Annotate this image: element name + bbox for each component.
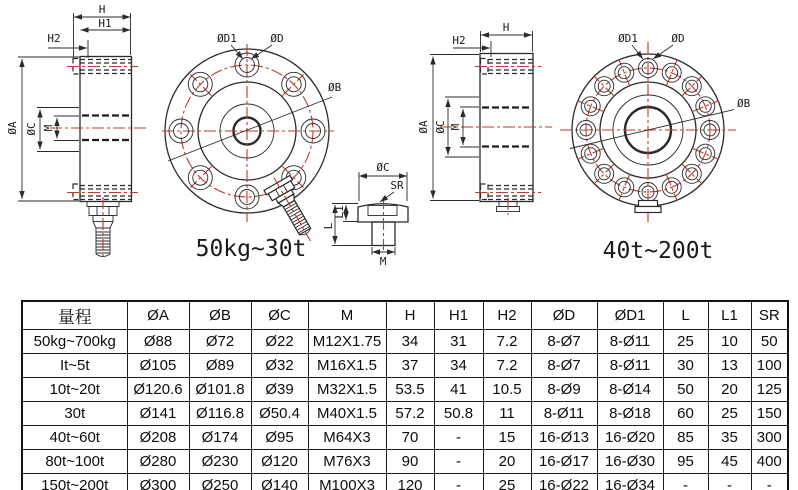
table-cell: 13	[708, 354, 751, 378]
table-cell: -	[434, 474, 483, 490]
table-cell: -	[751, 474, 788, 490]
dim-label-ob: ØB	[737, 97, 751, 110]
load-button-view	[322, 161, 408, 268]
table-cell: 30	[663, 354, 708, 378]
table-cell: 150t~200t	[22, 474, 127, 490]
table-cell: 120	[386, 474, 434, 490]
table-cell: 85	[663, 426, 708, 450]
table-row	[22, 378, 788, 402]
dim-label-od: ØD	[671, 32, 685, 45]
side-view-large	[417, 21, 552, 215]
table-cell: 50kg~700kg	[22, 330, 127, 354]
table-cell: 95	[663, 450, 708, 474]
table-cell: M40X1.5	[308, 402, 386, 426]
column-header-h2: H2	[483, 301, 531, 330]
table-cell: 31	[434, 330, 483, 354]
column-header-h1: H1	[434, 301, 483, 330]
dim-label-od1: ØD1	[217, 32, 237, 45]
table-cell: Ø230	[189, 450, 251, 474]
table-row	[22, 402, 788, 426]
side-view-small	[6, 3, 148, 260]
table-cell: M64X3	[308, 426, 386, 450]
table-cell: -	[434, 450, 483, 474]
table-cell: Ø72	[189, 330, 251, 354]
table-cell: 35	[708, 426, 751, 450]
table-cell: 100	[751, 354, 788, 378]
table-cell: 8-Ø14	[597, 378, 663, 402]
table-cell: 37	[386, 354, 434, 378]
column-header-ob: ØB	[189, 301, 251, 330]
table-cell: -	[663, 474, 708, 490]
threaded-stud	[87, 197, 119, 260]
table-cell: 57.2	[386, 402, 434, 426]
column-header-oa: ØA	[127, 301, 189, 330]
table-cell: M32X1.5	[308, 378, 386, 402]
front-view-small	[162, 32, 342, 262]
table-cell: 50	[751, 330, 788, 354]
dim-label-m: M	[449, 123, 462, 131]
table-cell: 40t~60t	[22, 426, 127, 450]
table-cell: 25	[483, 474, 531, 490]
column-header-l1: L1	[708, 301, 751, 330]
table-cell: 8-Ø9	[531, 378, 597, 402]
dimensions-table	[21, 300, 789, 490]
dim-label-h: H	[502, 21, 510, 34]
table-cell: 34	[434, 354, 483, 378]
table-cell: Ø89	[189, 354, 251, 378]
table-cell: 8-Ø18	[597, 402, 663, 426]
table-cell: 20	[483, 450, 531, 474]
dim-label-od: ØD	[270, 32, 284, 45]
table-cell: 7.2	[483, 354, 531, 378]
dim-label-oc: ØC	[376, 161, 390, 174]
table-cell: 15	[483, 426, 531, 450]
table-cell: 80t~100t	[22, 450, 127, 474]
table-cell: 41	[434, 378, 483, 402]
dim-label-od1: ØD1	[618, 32, 638, 45]
table-cell: Ø95	[251, 426, 308, 450]
dim-label-m: M	[42, 124, 55, 132]
column-header-oc: ØC	[251, 301, 308, 330]
table-cell: 30t	[22, 402, 127, 426]
table-cell: -	[708, 474, 751, 490]
dim-label-h2: H2	[452, 34, 466, 47]
table-cell: 150	[751, 402, 788, 426]
table-cell: 90	[386, 450, 434, 474]
table-cell: M12X1.75	[308, 330, 386, 354]
table-cell: M76X3	[308, 450, 386, 474]
table-cell: 50.8	[434, 402, 483, 426]
dim-label-h2: H2	[47, 32, 61, 45]
table-cell: 8-Ø7	[531, 330, 597, 354]
table-body	[22, 330, 788, 490]
table-cell: 300	[751, 426, 788, 450]
table-cell: M100X3	[308, 474, 386, 490]
table-row	[22, 426, 788, 450]
column-header-h: H	[386, 301, 434, 330]
table-cell: 45	[708, 450, 751, 474]
front-view-large	[560, 32, 751, 264]
table-cell: Ø105	[127, 354, 189, 378]
table-cell: 10t~20t	[22, 378, 127, 402]
dim-label-h: H	[98, 3, 106, 16]
table-row	[22, 450, 788, 474]
table-row	[22, 474, 788, 490]
table-cell: 16-Ø34	[597, 474, 663, 490]
table-cell: Ø88	[127, 330, 189, 354]
table-cell: Ø116.8	[189, 402, 251, 426]
dim-label-sr: SR	[390, 179, 404, 192]
column-header-od: ØD	[531, 301, 597, 330]
table-cell: 8-Ø7	[531, 354, 597, 378]
column-header-od1: ØD1	[597, 301, 663, 330]
dim-label-ob: ØB	[328, 81, 342, 94]
column-header-sr: SR	[751, 301, 788, 330]
table-cell: 50	[663, 378, 708, 402]
table-cell: Ø141	[127, 402, 189, 426]
table-cell: Ø280	[127, 450, 189, 474]
column-header-range: 量程	[22, 301, 127, 330]
table-cell: 7.2	[483, 330, 531, 354]
table-cell: Ø174	[189, 426, 251, 450]
dim-label-oa: ØA	[6, 121, 19, 135]
table-cell: 60	[663, 402, 708, 426]
dim-label-h1: H1	[98, 17, 112, 30]
table-cell: 25	[663, 330, 708, 354]
table-cell: 53.5	[386, 378, 434, 402]
table-cell: 8-Ø11	[597, 330, 663, 354]
table-cell: Ø50.4	[251, 402, 308, 426]
table-cell: 8-Ø11	[597, 354, 663, 378]
table-cell: 20	[708, 378, 751, 402]
table-row	[22, 330, 788, 354]
table-cell: Ø120.6	[127, 378, 189, 402]
dim-label-oc: ØC	[434, 120, 447, 134]
caption-small-range: 50kg~30t	[195, 236, 307, 262]
table-cell: 16-Ø22	[531, 474, 597, 490]
table-cell: Ø300	[127, 474, 189, 490]
table-cell: 125	[751, 378, 788, 402]
table-cell: 34	[386, 330, 434, 354]
table-cell: 16-Ø30	[597, 450, 663, 474]
column-header-m: M	[308, 301, 386, 330]
table-cell: 25	[708, 402, 751, 426]
table-cell: Ø39	[251, 378, 308, 402]
table-cell: Ø250	[189, 474, 251, 490]
table-cell: 8-Ø11	[531, 402, 597, 426]
table-header-row	[22, 301, 788, 330]
table-cell: 10	[708, 330, 751, 354]
dim-label-l1: L1	[333, 205, 346, 219]
table-cell: Ø140	[251, 474, 308, 490]
table-cell: M16X1.5	[308, 354, 386, 378]
table-cell: 11	[483, 402, 531, 426]
table-cell: Ø22	[251, 330, 308, 354]
table-cell: 16-Ø13	[531, 426, 597, 450]
column-header-l: L	[663, 301, 708, 330]
table-cell: Ø208	[127, 426, 189, 450]
table-cell: 70	[386, 426, 434, 450]
table-cell: 10.5	[483, 378, 531, 402]
table-cell: It~5t	[22, 354, 127, 378]
dim-label-oa: ØA	[417, 120, 430, 134]
table-cell: 16-Ø20	[597, 426, 663, 450]
table-cell: 16-Ø17	[531, 450, 597, 474]
dim-label-oc: ØC	[25, 122, 38, 136]
table-cell: -	[434, 426, 483, 450]
table-cell: Ø101.8	[189, 378, 251, 402]
caption-large-range: 40t~200t	[602, 238, 714, 264]
table-cell: 400	[751, 450, 788, 474]
table-row	[22, 354, 788, 378]
dim-label-l: L	[322, 222, 335, 230]
table-cell: Ø120	[251, 450, 308, 474]
dim-label-m: M	[379, 255, 387, 268]
table-cell: Ø32	[251, 354, 308, 378]
